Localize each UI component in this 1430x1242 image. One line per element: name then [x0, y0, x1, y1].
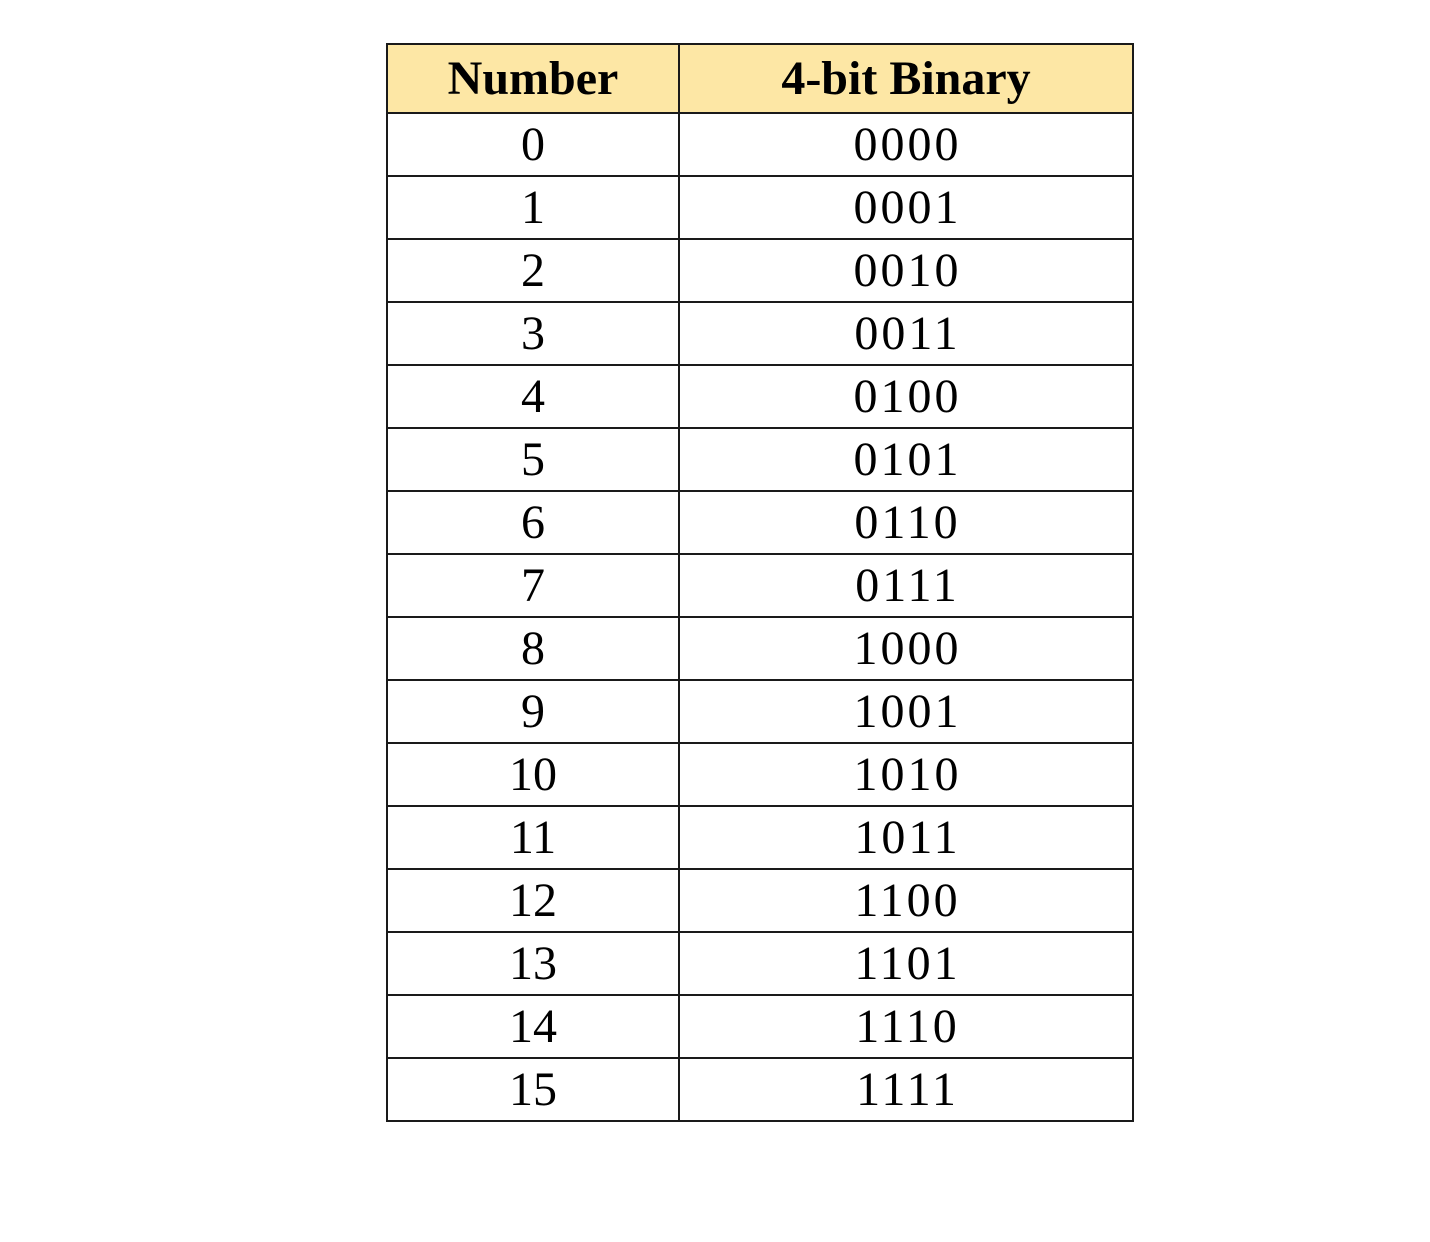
- header-row: [387, 44, 1133, 113]
- column-header-binary: 4-bit Binary: [679, 44, 1133, 113]
- binary-cell: 1001: [679, 680, 1133, 743]
- binary-cell: 1000: [679, 617, 1133, 680]
- number-cell: 14: [387, 995, 679, 1058]
- number-cell: 8: [387, 617, 679, 680]
- table-row: [387, 806, 1133, 869]
- binary-cell: 1111: [679, 1058, 1133, 1121]
- binary-cell: 1100: [679, 869, 1133, 932]
- number-cell: 4: [387, 365, 679, 428]
- binary-cell: 0111: [679, 554, 1133, 617]
- number-cell: 9: [387, 680, 679, 743]
- binary-cell: 0101: [679, 428, 1133, 491]
- binary-cell: 0000: [679, 113, 1133, 176]
- binary-cell: 1101: [679, 932, 1133, 995]
- number-cell: 0: [387, 113, 679, 176]
- binary-cell: 0001: [679, 176, 1133, 239]
- number-cell: 13: [387, 932, 679, 995]
- binary-cell: 0100: [679, 365, 1133, 428]
- binary-cell: 0010: [679, 239, 1133, 302]
- table-row: [387, 1058, 1133, 1121]
- number-cell: 10: [387, 743, 679, 806]
- column-header-number: Number: [387, 44, 679, 113]
- number-cell: 5: [387, 428, 679, 491]
- number-cell: 1: [387, 176, 679, 239]
- table-row: [387, 176, 1133, 239]
- table-row: [387, 743, 1133, 806]
- binary-conversion-table: [386, 43, 1134, 1122]
- table-row: [387, 554, 1133, 617]
- number-cell: 15: [387, 1058, 679, 1121]
- table-row: [387, 113, 1133, 176]
- binary-cell: 0011: [679, 302, 1133, 365]
- number-cell: 2: [387, 239, 679, 302]
- binary-cell: 1010: [679, 743, 1133, 806]
- table-row: [387, 365, 1133, 428]
- table-row: [387, 869, 1133, 932]
- table-row: [387, 932, 1133, 995]
- number-cell: 11: [387, 806, 679, 869]
- number-cell: 3: [387, 302, 679, 365]
- table-row: [387, 302, 1133, 365]
- table-row: [387, 491, 1133, 554]
- binary-cell: 1011: [679, 806, 1133, 869]
- table-row: [387, 680, 1133, 743]
- binary-cell: 1110: [679, 995, 1133, 1058]
- table-header: [387, 44, 1133, 113]
- table-row: [387, 617, 1133, 680]
- table-row: [387, 239, 1133, 302]
- number-cell: 12: [387, 869, 679, 932]
- table-row: [387, 995, 1133, 1058]
- number-cell: 7: [387, 554, 679, 617]
- binary-cell: 0110: [679, 491, 1133, 554]
- table-row: [387, 428, 1133, 491]
- number-cell: 6: [387, 491, 679, 554]
- table-body: [387, 113, 1133, 1121]
